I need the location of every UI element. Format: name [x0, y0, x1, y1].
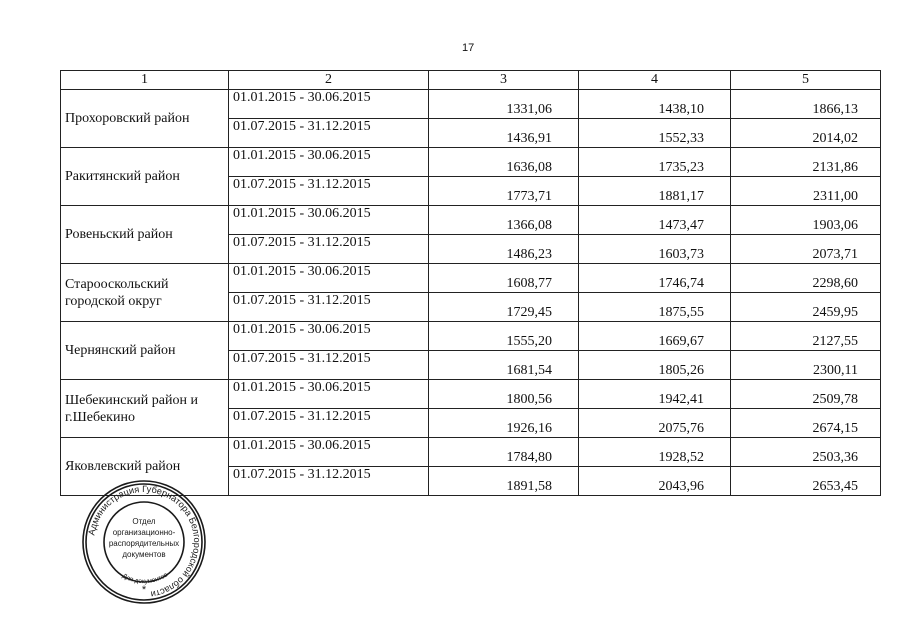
value-cell-5: 2300,11	[731, 351, 881, 380]
district-name: Старооскольский городской округ	[61, 264, 229, 322]
value-cell-3: 1608,77	[429, 264, 579, 293]
value-cell-5: 2653,45	[731, 467, 881, 496]
column-header: 3	[429, 71, 579, 90]
value-cell-3: 1681,54	[429, 351, 579, 380]
value-cell-5: 1866,13	[731, 90, 881, 119]
period-cell: 01.07.2015 - 31.12.2015	[229, 119, 429, 148]
column-header: 4	[579, 71, 731, 90]
period-cell: 01.01.2015 - 30.06.2015	[229, 148, 429, 177]
value-cell-3: 1926,16	[429, 409, 579, 438]
value-cell-3: 1773,71	[429, 177, 579, 206]
value-cell-5: 2127,55	[731, 322, 881, 351]
value-cell-5: 2131,86	[731, 148, 881, 177]
stamp-star-icon: *	[141, 584, 147, 596]
table-row	[61, 322, 881, 351]
value-cell-4: 1746,74	[579, 264, 731, 293]
value-cell-5: 2298,60	[731, 264, 881, 293]
stamp-bottom-text: Для документов	[120, 571, 170, 586]
value-cell-3: 1331,06	[429, 90, 579, 119]
period-cell: 01.07.2015 - 31.12.2015	[229, 467, 429, 496]
value-cell-4: 1669,67	[579, 322, 731, 351]
stamp-center-line: организационно-	[112, 528, 176, 537]
period-cell: 01.07.2015 - 31.12.2015	[229, 351, 429, 380]
value-cell-4: 1603,73	[579, 235, 731, 264]
value-cell-4: 1881,17	[579, 177, 731, 206]
table-row	[61, 380, 881, 409]
value-cell-4: 1805,26	[579, 351, 731, 380]
stamp-center-line: распорядительных	[108, 539, 180, 548]
period-cell: 01.07.2015 - 31.12.2015	[229, 177, 429, 206]
stamp-center-line: Отдел	[132, 517, 156, 526]
value-cell-4: 1552,33	[579, 119, 731, 148]
table-row	[61, 264, 881, 293]
value-cell-5: 2459,95	[731, 293, 881, 322]
value-cell-4: 1735,23	[579, 148, 731, 177]
value-cell-3: 1784,80	[429, 438, 579, 467]
value-cell-3: 1800,56	[429, 380, 579, 409]
value-cell-3: 1636,08	[429, 148, 579, 177]
value-cell-5: 2509,78	[731, 380, 881, 409]
stamp-center-line: документов	[122, 550, 166, 559]
period-cell: 01.07.2015 - 31.12.2015	[229, 235, 429, 264]
value-cell-4: 1473,47	[579, 206, 731, 235]
district-name: Шебекинский район и г.Шебекино	[61, 380, 229, 438]
value-cell-4: 1942,41	[579, 380, 731, 409]
period-cell: 01.01.2015 - 30.06.2015	[229, 90, 429, 119]
table-row	[61, 90, 881, 119]
value-cell-3: 1486,23	[429, 235, 579, 264]
period-cell: 01.01.2015 - 30.06.2015	[229, 380, 429, 409]
district-name: Чернянский район	[61, 322, 229, 380]
value-cell-4: 1875,55	[579, 293, 731, 322]
value-cell-4: 1928,52	[579, 438, 731, 467]
value-cell-4: 2043,96	[579, 467, 731, 496]
value-cell-3: 1555,20	[429, 322, 579, 351]
district-name: Прохоровский район	[61, 90, 229, 148]
value-cell-5: 2014,02	[731, 119, 881, 148]
header-row	[61, 71, 881, 90]
value-cell-3: 1729,45	[429, 293, 579, 322]
period-cell: 01.01.2015 - 30.06.2015	[229, 322, 429, 351]
column-header: 2	[229, 71, 429, 90]
period-cell: 01.01.2015 - 30.06.2015	[229, 438, 429, 467]
tariff-table	[60, 70, 881, 496]
value-cell-5: 2503,36	[731, 438, 881, 467]
value-cell-5: 2674,15	[731, 409, 881, 438]
column-header: 1	[61, 71, 229, 90]
period-cell: 01.01.2015 - 30.06.2015	[229, 206, 429, 235]
official-stamp	[80, 478, 208, 606]
period-cell: 01.07.2015 - 31.12.2015	[229, 293, 429, 322]
table-row	[61, 206, 881, 235]
value-cell-5: 2073,71	[731, 235, 881, 264]
value-cell-4: 1438,10	[579, 90, 731, 119]
value-cell-4: 2075,76	[579, 409, 731, 438]
value-cell-5: 1903,06	[731, 206, 881, 235]
district-name: Яковлевский район	[61, 438, 229, 496]
table-row	[61, 438, 881, 467]
period-cell: 01.01.2015 - 30.06.2015	[229, 264, 429, 293]
page-number: 17	[462, 42, 475, 54]
table-row	[61, 148, 881, 177]
column-header: 5	[731, 71, 881, 90]
value-cell-3: 1366,08	[429, 206, 579, 235]
stamp-ring-text: Администрация Губернатора Белгородской области	[86, 483, 203, 600]
period-cell: 01.07.2015 - 31.12.2015	[229, 409, 429, 438]
value-cell-5: 2311,00	[731, 177, 881, 206]
value-cell-3: 1436,91	[429, 119, 579, 148]
district-name: Ракитянский район	[61, 148, 229, 206]
value-cell-3: 1891,58	[429, 467, 579, 496]
district-name: Ровеньский район	[61, 206, 229, 264]
